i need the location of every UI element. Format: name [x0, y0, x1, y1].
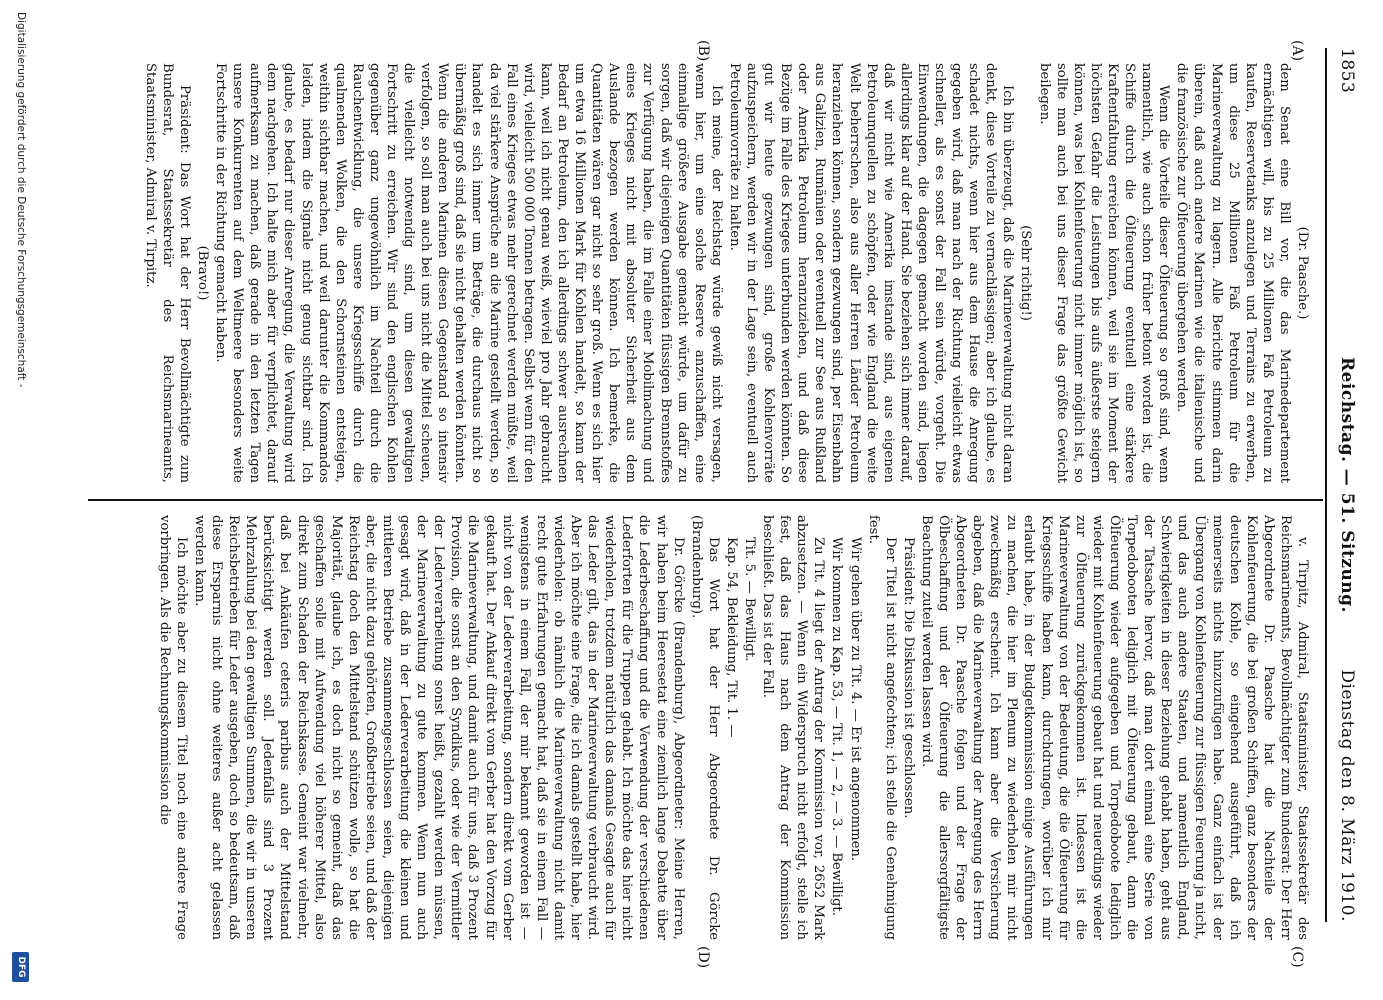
dfg-logo: DFG	[12, 952, 29, 982]
column-divider	[88, 499, 1323, 501]
paragraph: dem Senat eine Bill vor, die das Marinedepartement ermächtigen will, bis zu 25 Millionen Faß Petroleum zu kaufen, Reservetanks anzulegen und Terrains zu erwerben, um diese 25 Millionen Faß Petroleum für die Marineverwaltung zu lagern. Alle Berichte stimmen darin überein, daß auch andere Marinen wie die italienische und die französische zur Ölfeuerung übergehen werden.	[1174, 63, 1292, 483]
interjection: (Bravo!)	[195, 245, 210, 301]
paragraph: Ich meine, der Reichstag würde gewiß nicht versagen, wenn hier, um eine solche Reserve anzuschaffen, eine einmalige größere Ausgabe gemacht würde, um dafür zu sorgen, daß wir diejenigen Quantitäten flüssigen Brennstoffes zur Verfügung haben, die im Falle einer Mobilmachung und eines Krieges nicht mit absoluter Sicherheit aus dem Auslande bezogen werden können. Ich bemerke, die Quantitäten wären gar nicht so sehr groß. Wenn es sich hier um etwa 16 Millionen Mark für Kohlen handelt, so kann der Bedarf an Petroleum, den ich allerdings schwer ausrechnen kann, weil ich nicht genau weiß, wieviel pro Jahr gebraucht wird, vielleicht 500 000 Tonnen betragen. Selbst wenn für den Fall eines Krieges etwas mehr gerechnet werden müßte, weil da viel stärkere Ansprüche an die Marine gestellt werden, so handelt es sich immer um Beträge, die durchaus nicht so übermäßig groß sind, daß sie nicht gehalten werden könnten. Wenn die anderen Marinen diesen Gegenstand so intensiv verfolgen, so soll man auch bei uns nicht die Mittel scheuen, die vielleicht notwendig sind, um diesen gewaltigen Fortschritt zu erreichen. Wir sind den englischen Kohlen gegenüber ganz ungewöhnlich im Nachteil durch die Rauchentwicklung, die unsere Kriegsschiffe durch die qualmenden Wolken, die den Schornsteinen entsteigen, weithin sichtbar machen, und weil darunter die Kommandos leiden, indem die Signale nicht genug sichtbar sind. Ich glaube, es bedarf nur dieser Anregung, die Verwaltung wird dem nachgehen. Ich halte mich aber für verpflichtet, darauf aufmerksam zu machen, daß gerade in den letzten Tagen unsere Konkurrenten auf dem Weltmeere besonders weite Fortschritte in der Richtung gemacht haben.	[213, 63, 724, 483]
paragraph: Das Wort hat der Herr Abgeordnete Dr. Görcke (Brandenburg).	[688, 515, 721, 940]
paragraph: Präsident: Das Wort hat der Herr Bevollmächtigte zum Bundesrat, Staatssekretär des Reichsmarineamts, Staatsminister, Admiral v. Tirpitz.	[142, 63, 192, 483]
margin-mark-d: (D)	[695, 946, 711, 969]
paragraph: Wir gehen über zu Tit. 4. — Er ist angenommen.	[847, 537, 863, 862]
paragraph: Ich möchte aber zu diesem Titel noch eine andere Frage vorbringen. Als die Rechnungskommission die	[156, 515, 189, 940]
speaker-continuation: (Dr. Paasche.)	[1295, 226, 1310, 320]
digitization-footer	[3, 0, 35, 1000]
header-rule	[1325, 48, 1327, 922]
paragraph: Tit. 5. — Bewilligt.	[742, 537, 757, 662]
paragraph: Zu Tit. 4 liegt der Antrag der Kommission vor, 2652 Mark abzusetzen. — Wenn ein Widerspruch nicht erfolgt, stelle ich fest, daß das Haus nach dem Antrag der Kommission beschließt. Das ist der Fall.	[760, 515, 827, 940]
session-title: Reichstag. — 51. Sitzung.	[1337, 357, 1357, 613]
footer-credit: Digitalisierung gefördert durch die Deutsche Forschungsgemeinschaft -	[15, 12, 27, 388]
margin-mark-b: (B)	[695, 40, 711, 62]
paragraph: Kap. 54, Bekleidung, Tit. 1. —	[723, 537, 739, 738]
paragraph: Dr. Görcke (Brandenburg), Abgeordneter: Meine Herren, wir haben beim Heeresetat eine ziemlich lange Debatte über die Lederbeschaffung und die Verwendung der verschiedenen Lederforten für die Truppen gehabt. Ich möchte das hier nicht wiederholen, trotzdem natürlich das damals Gesagte auch für das Leder gilt, das in der Marineverwaltung verbraucht wird. Aber ich möchte eine Frage, die ich damals gestellt habe, hier wiederholen: ob nämlich die Marineverwaltung nicht damit recht gute Erfahrungen gemacht hat, daß sie in einem Fall — wenigstens in einem Fall, der mir bekannt geworden ist — nicht von der Lederverarbeitung, sondern direkt vom Gerber gekauft hat. Der Ankauf direkt vom Gerber hat den Vorzug für die Marineverwaltung, und damit auch für uns, daß 3 Prozent Provision, die sonst an den Syndikus, oder wie der Vermittler der Lederverarbeitung sonst heißt, gezahlt werden müssen, der Marineverwaltung zu gute kommen. Wenn nun auch gesagt wird, daß in der Lederverarbeitung die kleinen und mittleren Betriebe zusammengeschlossen seien, diejenigen aber, die nicht dazu gehörten, Großbetriebe seien, und daß der Reichstag doch den Mittelstand schützen wolle, so hat die Majorität, glaube ich, es doch nicht so gemeint, daß das geschaffen solle mit Aufwendung viel höherer Mittel, also direkt zum Schaden der Reichskasse. Gemeint war vielmehr, daß bei Ankäufen ceteris paribus auch der Mittelstand berücksichtigt werden soll. Jedenfalls sind 3 Prozent Mehrzahlung bei den gewaltigen Summen, die wir in unseren Reichsbetrieben für Leder ausgeben, doch so bedeutsam, daß diese Ersparnis nicht ohne weiteres außer acht gelassen werden kann.	[192, 515, 686, 940]
left-text-column	[96, 63, 1311, 483]
interjection: (Sehr richtig!)	[1018, 225, 1034, 321]
paragraph: Wenn die Vorteile dieser Ölfeuerung so groß sind, wenn namentlich, wie auch schon früher betont worden ist, die Schiffe durch die Ölfeuerung eventuell eine stärkere Kraftentfaltung erreichen können, weil sie im Moment der höchsten Gefahr die Leistungen bis aufs äußerste steigern können, was bei Kohlenfeuerung nicht immer möglich ist, so sollte man auch bei uns dieser Frage das größte Gewicht beilegen.	[1036, 63, 1172, 483]
page-header	[1331, 48, 1361, 922]
right-text-column	[96, 515, 1311, 940]
paragraph: Wir kommen zu Kap. 53, — Tit. 1, — 2, — 3. — Bewilligt.	[829, 537, 845, 916]
paragraph: Ich bin überzeugt, daß die Marineverwaltung nicht daran denkt, diese Vorteile zu vernachlässigen; aber ich glaube, es schadet nichts, wenn hier aus dem Hause die Anregung gegeben wird, daß man nach der Richtung vielleicht etwas schneller, als es sonst der Fall sein würde, vorgeht. Die Einwendungen, die dagegen gemacht worden sind, liegen allerdings klar auf der Hand. Sie beziehen sich immer darauf, daß wir nicht wie Amerika imstande sind, aus eigenen Petroleumquellen zu schöpfen, oder wie England die weite Welt beherrschen, also aus aller Herren Länder Petroleum heranziehen können, sondern gezwungen sind, per Eisenbahn aus Galizien, Rumänien oder eventuell zur See aus Rußland oder Amerika Petroleum heranzuziehen, und daß diese Bezüge im Falle des Krieges unterbunden werden könnten. So gut wir heute gezwungen sind, große Kohlenvorräte aufzuspeichern, werden wir in der Lage sein, eventuell auch Petroleumvorräte zu halten.	[726, 63, 1016, 483]
margin-mark-a: (A)	[1289, 40, 1305, 62]
paragraph: v. Tirpitz, Admiral, Staatsminister, Staatssekretär des Reichsmarineamts, Bevollmächtigter zum Bundesrat: Der Herr Abgeordnete Dr. Paasche hat die Nachteile der Kohlenfeuerung, die bei großen Schiffen, ganz besonders der deutschen Kohle, so eingehend ausgeführt, daß ich meinerseits nichts hinzuzufügen habe. Ganz einfach ist der Übergang von Kohlenfeuerung zur flüssigen Feuerung ja nicht, und das auch andere Staaten, und namentlich England, Schwierigkeiten in dieser Beziehung gehabt haben, geht aus der Tatsache hervor, daß man dort einmal eine Serie von Torpedobooten lediglich mit Ölfeuerung gebaut, dann die Ölfeuerung wieder aufgegeben und Torpedoboote lediglich wieder mit Kohlenfeuerung gebaut hat und neuerdings wieder zur Ölfeuerung zurückgekommen ist. Indessen ist die Marineverwaltung von der Bedeutung, die die Ölfeuerung für Kriegsschiffe haben kann, durchdrungen, worüber ich mir erlaubt habe, in der Budgetkommission einige Ausführungen zu machen, die hier im Plenum zu wiederholen mir nicht zweckmäßig erscheint. Ich kann aber die Versicherung abgeben, daß die Marineverwaltung der Anregung des Herrn Abgeordneten Dr. Paasche folgen und der Frage der Ölbeschaffung und der Ölfeuerung die allersorgfältigste Beachtung zuteil werden lassen wird.	[918, 515, 1310, 940]
paragraph: Der Titel ist nicht angefochten; ich stelle die Genehmigung fest.	[865, 515, 898, 940]
page-number: 1853	[1337, 48, 1357, 94]
paragraph: Präsident: Die Diskussion ist geschlossen.	[900, 537, 916, 819]
session-date: Dienstag den 8. März 1910.	[1337, 669, 1357, 922]
margin-mark-c: (C)	[1289, 946, 1305, 968]
